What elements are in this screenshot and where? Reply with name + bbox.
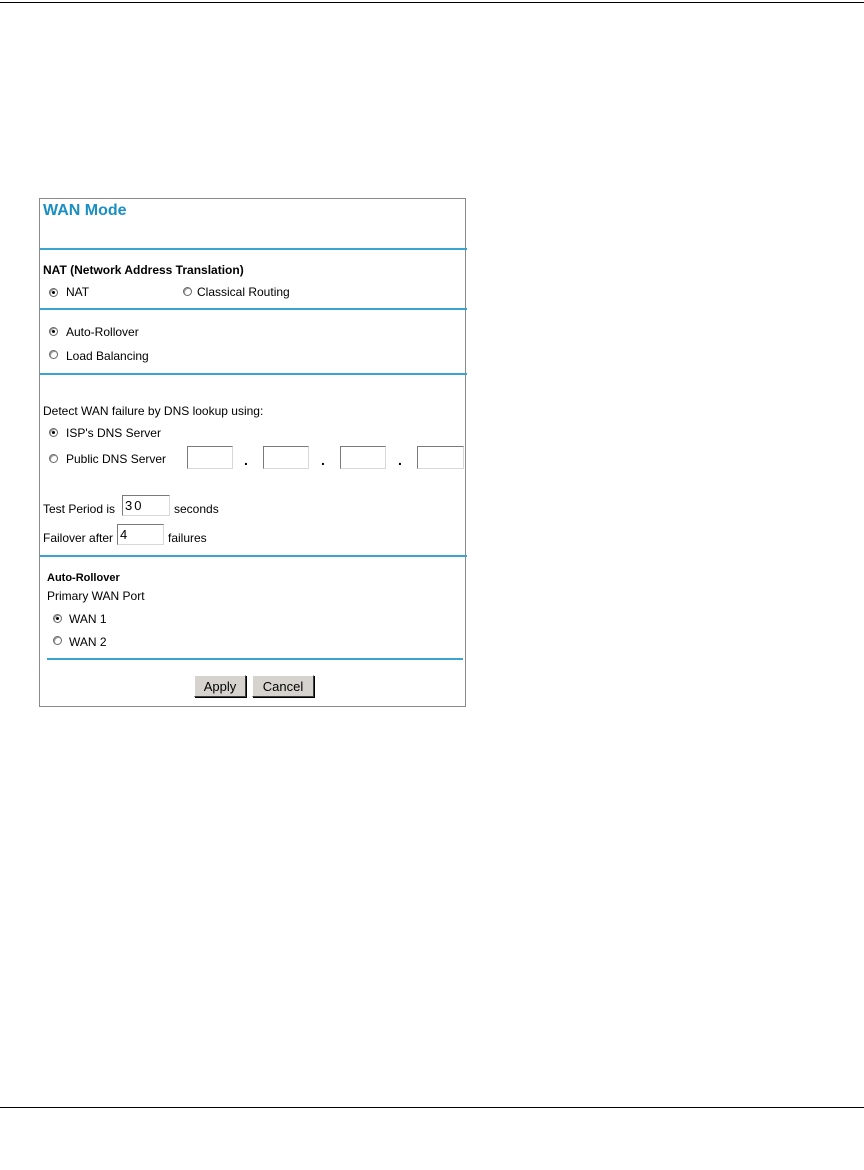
- nat-label: NAT: [66, 285, 90, 299]
- page-top-rule: [0, 2, 864, 3]
- divider: [40, 555, 467, 557]
- wan1-radio[interactable]: [53, 614, 62, 623]
- wan2-label: WAN 2: [69, 635, 107, 649]
- nat-heading: NAT (Network Address Translation): [43, 263, 244, 277]
- public-dns-radio[interactable]: [49, 454, 58, 463]
- public-dns-octet-2[interactable]: [263, 446, 309, 469]
- test-period-input[interactable]: [122, 495, 170, 516]
- isp-dns-radio[interactable]: [49, 428, 58, 437]
- classical-routing-label: Classical Routing: [197, 285, 290, 299]
- test-period-suffix: seconds: [174, 502, 219, 516]
- auto-rollover-heading: Auto-Rollover: [47, 572, 120, 584]
- divider: [40, 308, 467, 310]
- divider: [40, 373, 467, 375]
- test-period-prefix: Test Period is: [43, 502, 116, 516]
- public-dns-label: Public DNS Server: [66, 452, 167, 466]
- public-dns-octet-1[interactable]: [187, 446, 233, 469]
- ip-separator: .: [398, 452, 402, 468]
- load-balancing-label: Load Balancing: [66, 349, 149, 363]
- primary-wan-port-label: Primary WAN Port: [47, 589, 145, 603]
- page-bottom-rule: [0, 1107, 864, 1108]
- ip-separator: .: [244, 452, 248, 468]
- divider: [47, 658, 463, 660]
- wan-mode-panel: [39, 198, 466, 707]
- wan1-label: WAN 1: [69, 612, 107, 626]
- apply-button[interactable]: Apply: [194, 675, 246, 697]
- failover-suffix: failures: [168, 531, 207, 545]
- failover-input[interactable]: [117, 524, 164, 545]
- failover-prefix: Failover after: [43, 531, 114, 545]
- cancel-button[interactable]: Cancel: [252, 675, 314, 697]
- classical-routing-radio[interactable]: [183, 287, 192, 296]
- public-dns-octet-3[interactable]: [340, 446, 386, 469]
- dns-heading: Detect WAN failure by DNS lookup using:: [43, 404, 264, 418]
- wan2-radio[interactable]: [53, 636, 62, 645]
- page-title: WAN Mode: [43, 202, 127, 219]
- divider: [40, 248, 467, 250]
- ip-separator: .: [321, 452, 325, 468]
- load-balancing-radio[interactable]: [49, 350, 58, 359]
- public-dns-octet-4[interactable]: [417, 446, 464, 469]
- auto-rollover-label: Auto-Rollover: [66, 325, 139, 339]
- isp-dns-label: ISP's DNS Server: [66, 426, 161, 440]
- auto-rollover-radio[interactable]: [49, 327, 58, 336]
- nat-radio[interactable]: [49, 288, 58, 297]
